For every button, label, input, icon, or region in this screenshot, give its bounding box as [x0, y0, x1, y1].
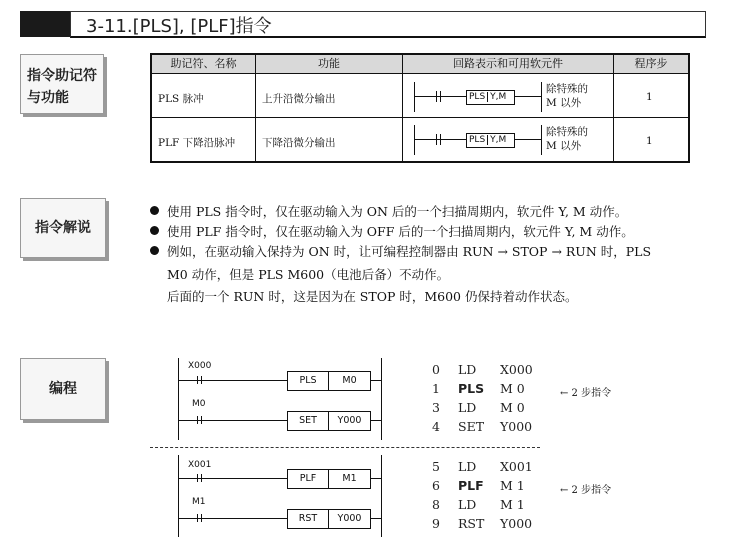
- rung1-contact-label: X000: [188, 361, 212, 371]
- rung1-instruction-box: PLS M0: [287, 371, 371, 391]
- row1-circuit: [414, 82, 604, 112]
- rung3-instruction-box: PLF M1: [287, 469, 371, 489]
- table-divider: [255, 55, 256, 161]
- row2-box: PLS Y,M: [466, 133, 515, 148]
- section-mnemonic-line2: 与功能: [27, 90, 69, 106]
- row1-devices: 除特殊的 M 以外: [546, 83, 588, 109]
- bullet-2: 使用 PLF 指令时，仅在驱动输入为 OFF 后的一个扫描周期内，软元件 Y, M 动作。: [150, 222, 634, 240]
- table-header-name: 助记符、名称: [152, 55, 255, 74]
- rung2-instruction-box: SET Y000: [287, 411, 371, 431]
- bullet-dot-icon: [150, 206, 159, 215]
- row2-devices: 除特殊的 M 以外: [546, 126, 588, 152]
- instruction-row: 0 LD X000: [432, 362, 533, 377]
- instruction-row: 8 LD M 1: [432, 497, 525, 512]
- row1-function: 上升沿微分输出: [262, 93, 336, 105]
- section-program-label: 编程: [20, 358, 106, 420]
- bullet-3-continuation: 后面的一个 RUN 时，这是因为在 STOP 时，M600 仍保持着动作状态。: [167, 289, 578, 304]
- row1-steps: 1: [646, 91, 653, 103]
- step-note: ← 2 步指令: [560, 485, 612, 496]
- bullet-1: 使用 PLS 指令时，仅在驱动输入为 ON 后的一个扫描周期内，软元件 Y, M 动作。: [150, 202, 627, 220]
- rung4-contact-label: M1: [192, 497, 206, 507]
- rung2-contact-label: M0: [192, 399, 206, 409]
- table-divider: [613, 55, 614, 161]
- row1-name: PLS 脉冲: [158, 93, 204, 105]
- rung3-contact-label: X001: [188, 460, 212, 470]
- table-header-circuit: 回路表示和可用软元件: [403, 55, 613, 74]
- section-mnemonic-label: [20, 54, 104, 114]
- ladder-left-rail: [178, 358, 179, 440]
- row2-name: PLF 下降沿脉冲: [158, 137, 236, 149]
- bullet-3: 例如，在驱动输入保持为 ON 时，让可编程控制器由 RUN → STOP → RUN 时，PLS: [150, 242, 651, 260]
- row2-circuit: [414, 125, 604, 155]
- header-accent-block: [20, 11, 70, 37]
- ladder-right-rail: [381, 455, 382, 537]
- section-explain-label: 指令解说: [20, 198, 106, 258]
- bullet-dot-icon: [150, 226, 159, 235]
- step-note: ← 2 步指令: [560, 388, 612, 399]
- contact-icon: [197, 376, 198, 384]
- instruction-row: 6 PLF M 1: [432, 478, 525, 493]
- instruction-row: 4 SET Y000: [432, 419, 533, 434]
- contact-icon: [197, 416, 198, 424]
- ladder-left-rail: [178, 455, 179, 537]
- row1-box: PLS Y,M: [466, 90, 515, 105]
- table-row-divider: [152, 117, 688, 118]
- bullet-dot-icon: [150, 246, 159, 255]
- ladder-separator: [150, 447, 540, 448]
- contact-icon: [197, 514, 198, 522]
- table-header-function: 功能: [256, 55, 402, 74]
- instruction-row: 1 PLS M 0: [432, 381, 525, 396]
- section-mnemonic-line1: 指令助记符: [27, 68, 97, 84]
- contact-icon: [197, 474, 198, 482]
- instruction-row: 5 LD X001: [432, 459, 533, 474]
- bullet-3-continuation: M0 动作，但是 PLS M600（电池后备）不动作。: [167, 267, 450, 282]
- instruction-row: 3 LD M 0: [432, 400, 525, 415]
- table-header-steps: 程序步: [614, 55, 688, 74]
- instruction-row: 9 RST Y000: [432, 516, 533, 531]
- page-title: 3-11.[PLS], [PLF]指令: [86, 16, 272, 37]
- ladder-right-rail: [381, 358, 382, 440]
- row2-steps: 1: [646, 135, 653, 147]
- instruction-table: [150, 53, 690, 163]
- rung4-instruction-box: RST Y000: [287, 509, 371, 529]
- row2-function: 下降沿微分输出: [262, 137, 336, 149]
- table-divider: [402, 55, 403, 161]
